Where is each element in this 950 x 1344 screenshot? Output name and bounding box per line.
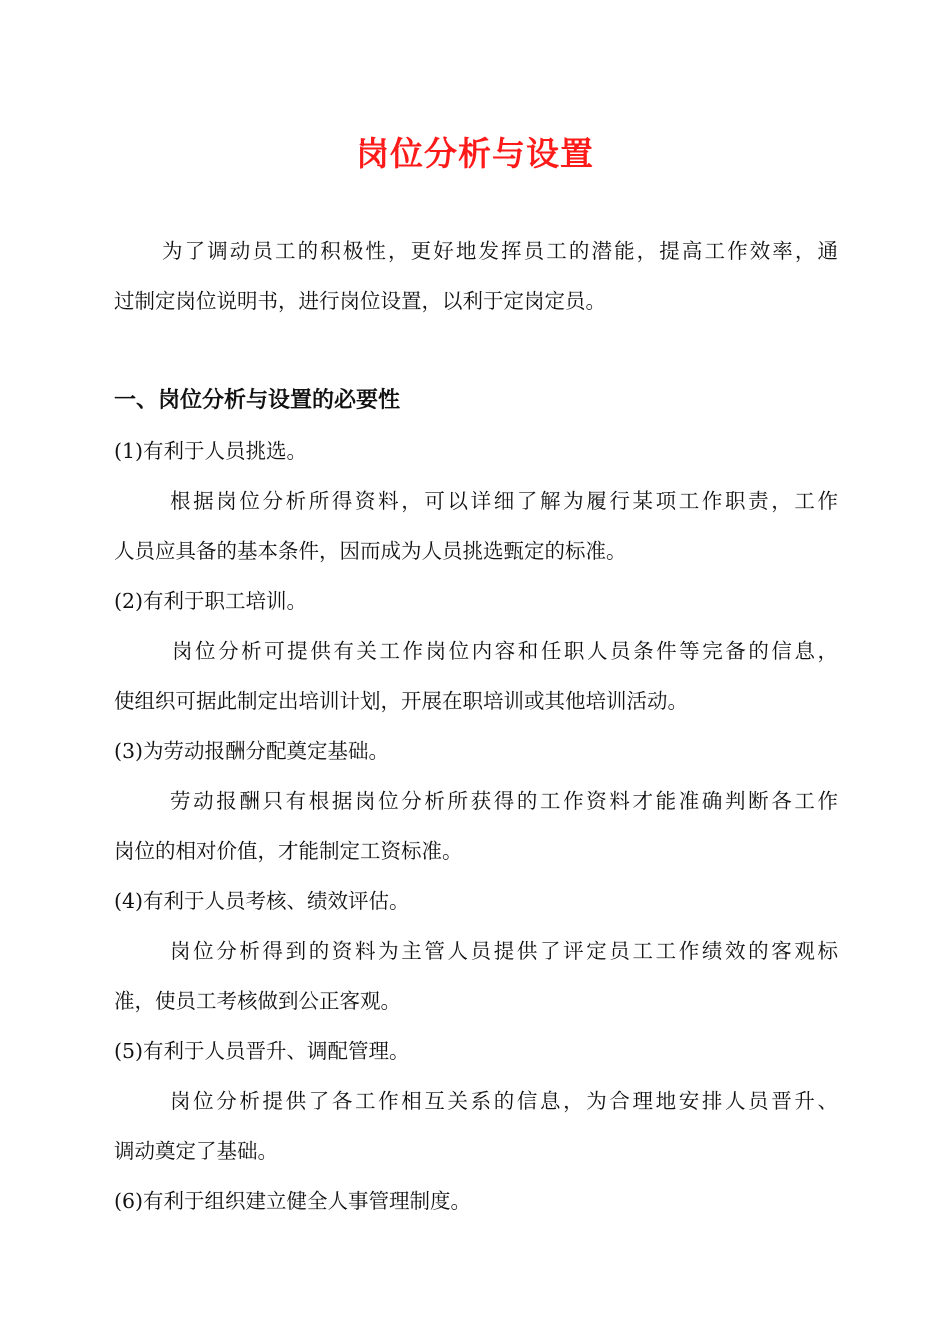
item-body-line-2: 使组织可据此制定出培训计划，开展在职培训或其他培训活动。 [114, 689, 688, 713]
item-body-line-1: 劳动报酬只有根据岗位分析所获得的工作资料才能准确判断各工作 [170, 789, 838, 813]
item-body-line-2: 岗位的相对价值，才能制定工资标准。 [114, 839, 463, 863]
item-body-line-2: 调动奠定了基础。 [114, 1139, 278, 1163]
item-body-line-1: 岗位分析提供了各工作相互关系的信息，为合理地安排人员晋升、 [170, 1089, 838, 1113]
item-label-2: (2)有利于职工培训。 [114, 589, 308, 613]
item-label-1: (1)有利于人员挑选。 [114, 439, 308, 463]
item-label-3: (3)为劳动报酬分配奠定基础。 [114, 739, 390, 763]
item-body-line-2: 人员应具备的基本条件，因而成为人员挑选甄定的标准。 [114, 539, 627, 563]
item-body-line-2: 准，使员工考核做到公正客观。 [114, 989, 401, 1013]
item-body-line-1: 根据岗位分析所得资料，可以详细了解为履行某项工作职责，工作 [170, 489, 838, 513]
intro-line-2: 过制定岗位说明书，进行岗位设置，以利于定岗定员。 [114, 289, 606, 313]
document-title: 岗位分析与设置 [356, 134, 594, 173]
item-label-6: (6)有利于组织建立健全人事管理制度。 [114, 1189, 472, 1213]
item-body-line-1: 岗位分析可提供有关工作岗位内容和任职人员条件等完备的信息， [172, 639, 838, 663]
section-heading: 一、岗位分析与设置的必要性 [114, 388, 401, 413]
item-label-5: (5)有利于人员晋升、调配管理。 [114, 1039, 410, 1063]
item-body-line-1: 岗位分析得到的资料为主管人员提供了评定员工工作绩效的客观标 [170, 939, 838, 963]
intro-line-1: 为了调动员工的积极性，更好地发挥员工的潜能，提高工作效率，通 [162, 239, 838, 263]
item-label-4: (4)有利于人员考核、绩效评估。 [114, 889, 410, 913]
